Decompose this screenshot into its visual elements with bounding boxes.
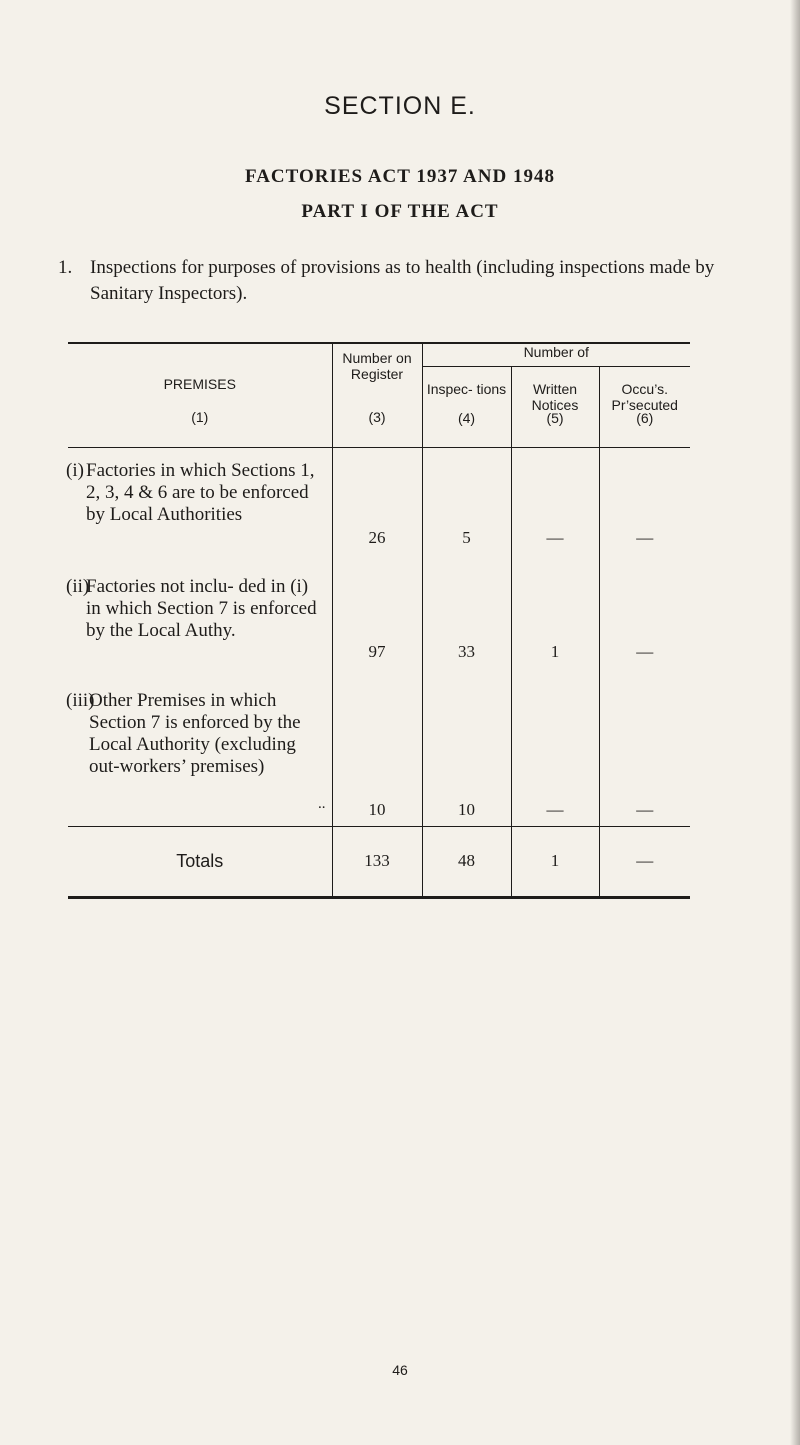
- page-number: 46: [392, 1362, 408, 1378]
- row-number: (ii): [66, 576, 90, 597]
- cell-register: 10: [368, 800, 386, 819]
- totals-inspections: 48: [458, 851, 475, 870]
- header-premises-col: (1): [191, 409, 209, 425]
- totals-label-cell: [68, 827, 332, 898]
- totals-prosecuted-cell: [599, 827, 690, 898]
- totals-prosecuted: —: [636, 851, 654, 870]
- part-title: PART I OF THE ACT: [301, 201, 499, 222]
- register-column: [332, 448, 422, 827]
- header-register-label: Number on Register: [342, 350, 412, 382]
- header-occupiers-col: (6): [636, 410, 654, 426]
- leader-dots: ..: [318, 796, 326, 812]
- header-inspections: [422, 367, 511, 448]
- header-inspections-col: (4): [457, 410, 476, 426]
- cell-prosecuted: —: [636, 800, 654, 819]
- row-premises-text: Other Premises in which Section 7 is enforced by the Local Authority (excluding out-workers’ premises): [89, 690, 301, 777]
- totals-notices-cell: [511, 827, 599, 898]
- section-title: SECTION E.: [324, 92, 476, 120]
- totals-row: [68, 827, 690, 898]
- totals-register-cell: [332, 827, 422, 898]
- cell-register: 97: [368, 642, 386, 661]
- totals-inspections-cell: [422, 827, 511, 898]
- act-title: FACTORIES ACT 1937 AND 1948: [245, 166, 555, 187]
- header-register: [332, 343, 422, 448]
- cell-notices: —: [546, 528, 564, 547]
- cell-register: 26: [368, 528, 386, 547]
- intro-number: 1.: [58, 257, 73, 278]
- row-premises-text: Factories not inclu- ded in (i) in which Section 7 is enforced by the Local Authy.: [86, 576, 317, 641]
- header-occupiers-prosecuted: [599, 367, 690, 448]
- header-inspections-label: Inspec- tions: [426, 381, 507, 397]
- table-row-premises: [68, 460, 332, 526]
- page-edge-shadow: [790, 0, 800, 1445]
- header-written-notices-col: (5): [546, 410, 564, 426]
- totals-register: 133: [364, 851, 390, 870]
- header-written-notices: [511, 367, 599, 448]
- inspections-table: [68, 342, 690, 899]
- header-premises: [68, 343, 332, 448]
- intro-text: Inspections for purposes of provisions as to health (including inspections made by Sanitary Inspectors).: [90, 257, 715, 304]
- inspections-column: [422, 448, 511, 827]
- header-premises-label: PREMISES: [163, 376, 236, 392]
- header-occupiers-label: Occu’s. Pr’secuted: [611, 381, 678, 413]
- totals-notices: 1: [550, 851, 560, 870]
- notices-column: [511, 448, 599, 827]
- cell-inspections: 33: [458, 642, 475, 661]
- prosecuted-column: [599, 448, 690, 827]
- row-premises-text: Factories in which Sections 1, 2, 3, 4 & 6 are to be enforced by Local Authorities: [86, 460, 315, 525]
- cell-notices: 1: [550, 642, 560, 661]
- header-written-notices-label: Written Notices: [531, 381, 579, 413]
- header-register-col: (3): [368, 409, 386, 425]
- cell-inspections: 10: [458, 800, 475, 819]
- intro-paragraph: [58, 255, 763, 307]
- row-number: (iii): [66, 690, 95, 711]
- totals-label: Totals: [176, 851, 224, 871]
- table-row-premises: [68, 690, 332, 778]
- cell-prosecuted: —: [636, 642, 654, 661]
- cell-prosecuted: —: [636, 528, 654, 547]
- premises-column: [68, 448, 332, 827]
- cell-inspections: 5: [462, 528, 471, 547]
- header-number-of: Number of: [422, 343, 690, 367]
- row-number: (i): [66, 460, 84, 481]
- cell-notices: —: [546, 800, 564, 819]
- table-row-premises: [68, 576, 332, 642]
